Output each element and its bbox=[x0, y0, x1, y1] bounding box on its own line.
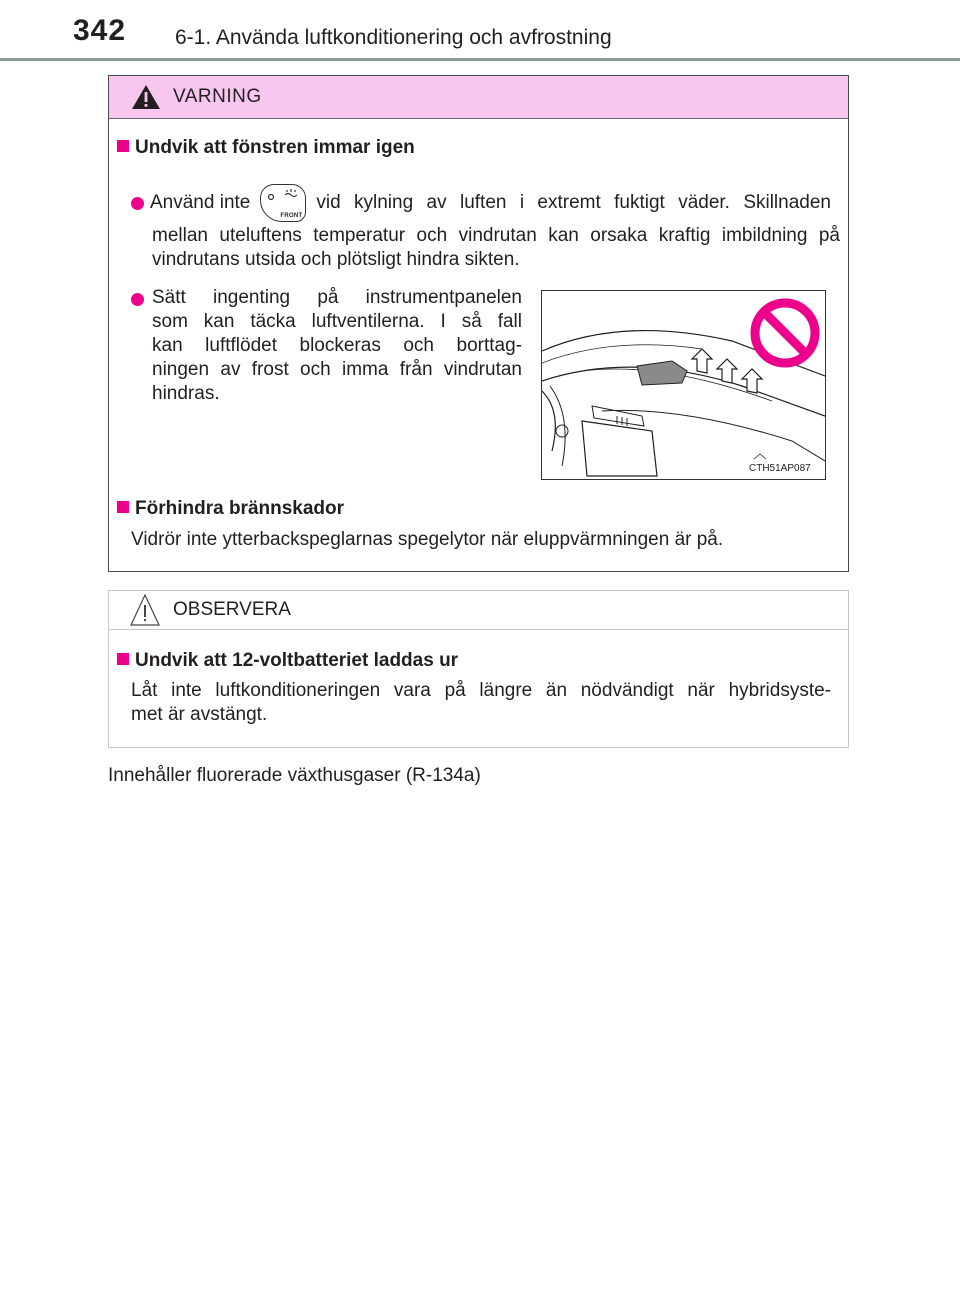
dashboard-vents-icon bbox=[542, 291, 825, 479]
line-text: Låt inte luftkonditioneringen vara på längre än nödvändigt när hybridsyste- bbox=[131, 680, 831, 701]
warning-heading-1 bbox=[117, 137, 415, 159]
heading-text: Förhindra brännskador bbox=[135, 498, 345, 519]
line-text: kan luftflödet blockeras och borttag- bbox=[152, 335, 522, 356]
bullet2-line bbox=[152, 334, 522, 358]
line-text: met är avstängt. bbox=[131, 704, 268, 725]
section-title: 6-1. Använda luftkonditionering och avfrostning bbox=[175, 26, 612, 49]
warning-heading-2 bbox=[117, 498, 344, 520]
notice-header bbox=[109, 591, 848, 630]
notice-box bbox=[108, 590, 849, 748]
header-rule bbox=[0, 58, 960, 61]
warning-triangle-icon bbox=[131, 84, 161, 110]
footer-note: Innehåller fluorerade växthusgaser (R-134a) bbox=[108, 765, 481, 786]
bullet1-post: vid kylning av luften i extremt fuktigt väder. Skillnaden bbox=[316, 192, 831, 213]
page-number: 342 bbox=[73, 14, 127, 47]
warning-label: VARNING bbox=[173, 86, 262, 107]
button-label: FRONT bbox=[280, 213, 303, 219]
bullet2-line bbox=[152, 286, 522, 310]
bullet-item-1 bbox=[131, 184, 831, 222]
square-bullet-icon bbox=[117, 140, 129, 152]
line-text: ningen av frost och imma från vindrutan bbox=[152, 359, 522, 380]
warning-header bbox=[109, 76, 848, 119]
line-text: Sätt ingenting på instrumentpanelen bbox=[152, 287, 522, 308]
notice-label: OBSERVERA bbox=[173, 599, 291, 620]
square-bullet-icon bbox=[117, 501, 129, 513]
notice-text bbox=[131, 679, 831, 727]
caution-triangle-icon bbox=[129, 593, 161, 627]
line-text: som kan täcka luftventilerna. I så fall bbox=[152, 311, 522, 332]
burn-text: Vidrör inte ytterbackspeglarnas spegelytor när eluppvärmningen är på. bbox=[131, 529, 724, 550]
illustration-code: CTH51AP087 bbox=[749, 463, 811, 474]
square-bullet-icon bbox=[117, 653, 129, 665]
heading-text: Undvik att fönstren immar igen bbox=[135, 137, 415, 158]
notice-heading bbox=[117, 650, 458, 672]
bullet2-line bbox=[152, 358, 522, 382]
bullet1-pre: Använd inte bbox=[150, 192, 251, 213]
bullet2-line bbox=[152, 310, 522, 334]
bullet1-continuation: mellan uteluftens temperatur och vindrutan kan orsaka kraftig imbildning på vindrutans utsida och plötsligt hindra sikten. bbox=[152, 225, 840, 270]
bullet-item-2 bbox=[152, 286, 522, 406]
round-bullet-icon bbox=[131, 197, 144, 210]
dashboard-illustration bbox=[541, 290, 826, 480]
heading-text: Undvik att 12-voltbatteriet laddas ur bbox=[135, 650, 459, 671]
line-text: hindras. bbox=[152, 383, 220, 404]
front-defroster-button-icon bbox=[260, 184, 306, 222]
round-bullet-icon bbox=[131, 293, 144, 306]
